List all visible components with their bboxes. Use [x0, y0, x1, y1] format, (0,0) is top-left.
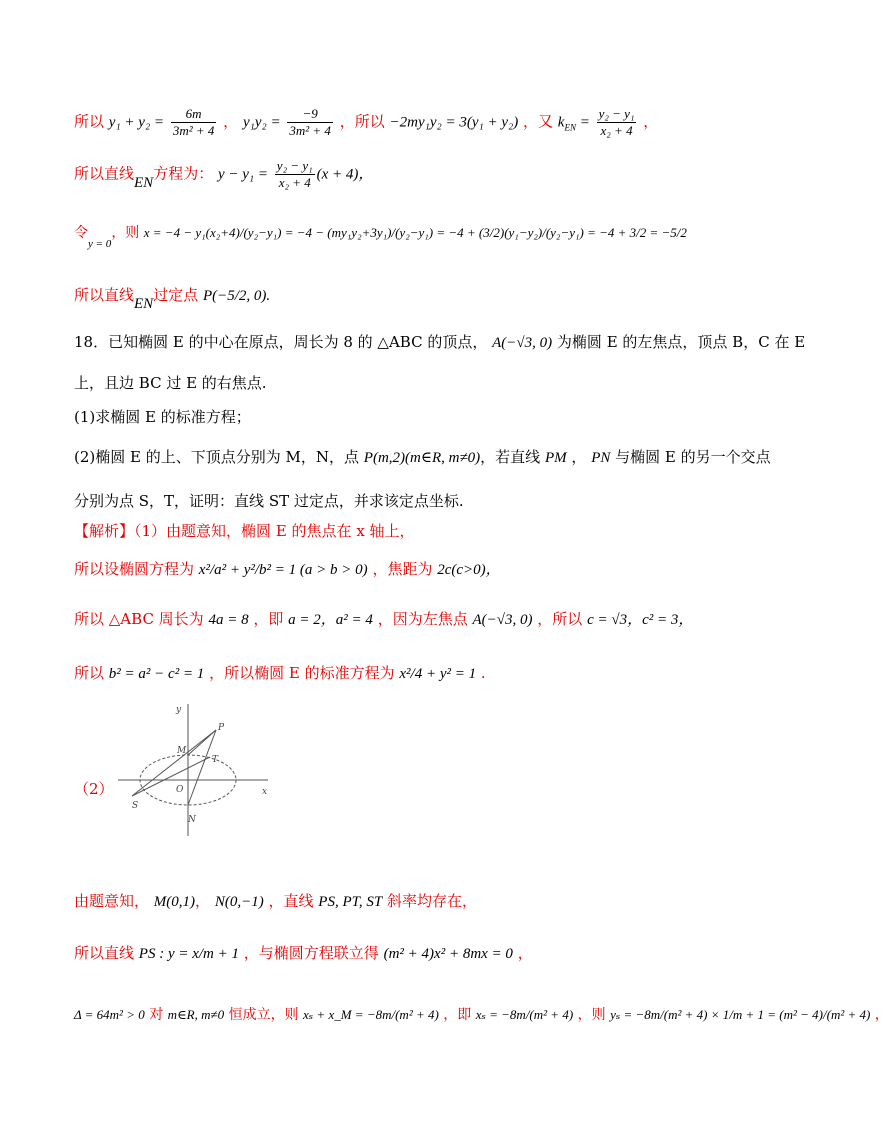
line-sum-product: 所以 y₁ + y₂ = $\frac{6m}{\text{3m² + 4}}$ ， y₁y₂ = $\frac{-9}{\text{3m² + 4}}$ ，所以 −2my₁y₂ = 3(y₁ + y₂) ，又 $k_{EN}$ = $\frac{\text{y₂ − y₁}}{\text{x₂ + 4}}$ ，: [74, 106, 659, 138]
formula: 4a = 8: [208, 612, 249, 628]
formula: c = √3，c² = 3，: [587, 612, 694, 628]
formula: Δ = 64m² > 0: [74, 1007, 145, 1022]
text: ，即: [253, 610, 284, 628]
formula: 2c(c>0)，: [437, 562, 501, 578]
text: （1）由题意知，椭圆 E 的焦点在 x 轴上，: [134, 522, 415, 540]
text: 分别为点 S，T，证明：直线 ST 过定点，并求该定点坐标.: [74, 492, 464, 510]
text: 所以: [74, 664, 105, 682]
question-line-2: [74, 372, 740, 394]
label-t: T: [212, 755, 219, 765]
solution-line-3: [74, 608, 740, 631]
formula: −2my₁y₂ = 3(y₁ + y₂): [389, 114, 519, 131]
text: 方程为：: [153, 164, 214, 183]
formula: y₁ + y₂ =: [108, 114, 165, 131]
text: (2)椭圆 E 的上、下顶点分别为 M，N，点: [74, 448, 359, 466]
formula: (x + 4)，: [316, 166, 374, 183]
formula: x²/4 + y² = 1: [399, 666, 477, 682]
text: ，与椭圆方程联立得: [243, 944, 379, 962]
numerator: 6m: [171, 106, 217, 123]
text: 由题意知，: [74, 892, 150, 910]
line-en-equation: [74, 158, 740, 191]
formula: A(−√3, 0): [472, 612, 533, 628]
text: ，又: [522, 112, 553, 131]
formula: M(0,1): [153, 894, 196, 910]
text: ，所以椭圆 E 的标准方程为: [209, 664, 395, 682]
text: 斜率均存在，: [386, 892, 477, 910]
formula: y − y₁ =: [217, 166, 269, 183]
formula: y = 0: [88, 238, 112, 250]
text: 所以: [74, 112, 105, 131]
label-x: x: [262, 787, 268, 797]
text: 所以直线: [74, 164, 135, 183]
text: 所以设椭圆方程为: [74, 560, 195, 578]
part2-line-2: [74, 942, 740, 965]
numerator: −9: [287, 106, 333, 123]
formula: xₛ = −8m/(m² + 4): [475, 1007, 574, 1022]
question-line-5: [74, 490, 740, 512]
ellipse-diagram: [118, 700, 278, 840]
formula: xₛ + x_M = −8m/(m² + 4): [303, 1007, 439, 1022]
text: EN: [134, 296, 154, 312]
text: 上，且边 BC 过 E 的右焦点.: [74, 374, 267, 392]
question-line-1: [74, 331, 806, 354]
denominator: x₂ + 4: [278, 175, 311, 190]
text: 所以直线: [74, 286, 135, 304]
text: 18．已知椭圆 E 的中心在原点，周长为 8 的 △ABC 的顶点，: [74, 333, 488, 351]
text: ，: [874, 1007, 889, 1023]
formula: P(m,2)(m∈R, m≠0): [363, 450, 481, 466]
denominator: 3m² + 4: [289, 123, 331, 138]
text: .: [480, 664, 486, 682]
formula: m∈R, m≠0: [167, 1007, 225, 1022]
formula: (m² + 4)x² + 8mx = 0: [383, 946, 513, 962]
text: 恒成立，则: [228, 1007, 299, 1023]
formula: P(−5/2, 0).: [202, 288, 271, 304]
denominator: x₂ + 4: [600, 123, 633, 138]
text: ，所以: [339, 112, 385, 131]
numerator: y₂ − y₁: [276, 158, 313, 173]
text: ，直线: [268, 892, 314, 910]
denominator: 3m² + 4: [172, 123, 215, 138]
fraction: [597, 106, 637, 139]
line-set-y0: [74, 222, 740, 250]
part2-line-3: [74, 1004, 889, 1026]
formula: k: [557, 114, 565, 131]
solution-line-2: [74, 558, 740, 581]
text: 所以 △ABC 周长为: [74, 610, 204, 628]
formula: y₁y₂ =: [242, 114, 281, 131]
label-p: P: [218, 723, 225, 733]
question-part-1: [74, 406, 740, 428]
text: (1)求椭圆 E 的标准方程；: [74, 408, 251, 426]
text: 为椭圆 E 的左焦点，顶点 B，C 在 E: [556, 333, 806, 351]
formula: A(−√3, 0): [492, 335, 553, 351]
fraction: [171, 106, 217, 139]
subscript: EN: [564, 122, 576, 133]
text: EN: [134, 174, 154, 191]
fraction: [287, 106, 333, 139]
text: 所以直线: [74, 944, 135, 962]
label-m: M: [177, 746, 187, 756]
line-fixed-point: [74, 284, 740, 312]
text: ，则: [111, 225, 140, 241]
text: ，因为左焦点: [377, 610, 468, 628]
formula: b² = a² − c² = 1: [108, 666, 205, 682]
label-n: N: [188, 815, 196, 825]
numerator: y₂ − y₁: [598, 106, 635, 121]
formula: PM: [544, 450, 567, 466]
text: ，即: [443, 1007, 472, 1023]
text: 对: [149, 1007, 164, 1023]
formula: x = −4 − y₁(x₂+4)/(y₂−y₁) = −4 − (my₁y₂+3y₁)/(y₂−y₁) = −4 + (3/2)(y₁−y₂)/(y₂−y₁) = −4 + 3/2 = −5/2: [143, 225, 687, 240]
text: ，: [517, 944, 533, 962]
formula: N(0,−1): [214, 894, 264, 910]
formula: PN: [591, 450, 611, 466]
solution-tag: 【解析】: [74, 522, 135, 540]
label-o: O: [176, 785, 184, 795]
solution-line-4: [74, 662, 740, 685]
label-y: y: [176, 705, 182, 715]
formula: PS, PT, ST: [318, 894, 383, 910]
text: ，所以: [537, 610, 583, 628]
text: 过定点: [153, 286, 199, 304]
text: 与椭圆 E 的另一个交点: [615, 448, 771, 466]
text: ，若直线: [480, 448, 541, 466]
text: 令: [74, 225, 88, 241]
formula: yₛ = −8m/(m² + 4) × 1/m + 1 = (m² − 4)/(m² + 4): [610, 1007, 871, 1022]
solution-line-1: [74, 520, 740, 542]
text: ，焦距为: [372, 560, 433, 578]
text: （2）: [74, 780, 114, 798]
formula: x²/a² + y²/b² = 1 (a > b > 0): [198, 562, 368, 578]
label-s: S: [132, 801, 139, 811]
part2-line-1: 由题意知， M(0,1)， N(0,−1) ，直线 PS, PT, ST 斜率均存在，: [74, 892, 477, 910]
question-part-2: (2)椭圆 E 的上、下顶点分别为 M，N，点 P(m,2)(m∈R, m≠0)，若直线 PM ， PN 与椭圆 E 的另一个交点: [74, 448, 771, 466]
fraction: [275, 158, 315, 191]
text: ，则: [577, 1007, 606, 1023]
formula: a = 2，a² = 4: [288, 612, 373, 628]
formula: PS : y = x/m + 1: [138, 946, 240, 962]
